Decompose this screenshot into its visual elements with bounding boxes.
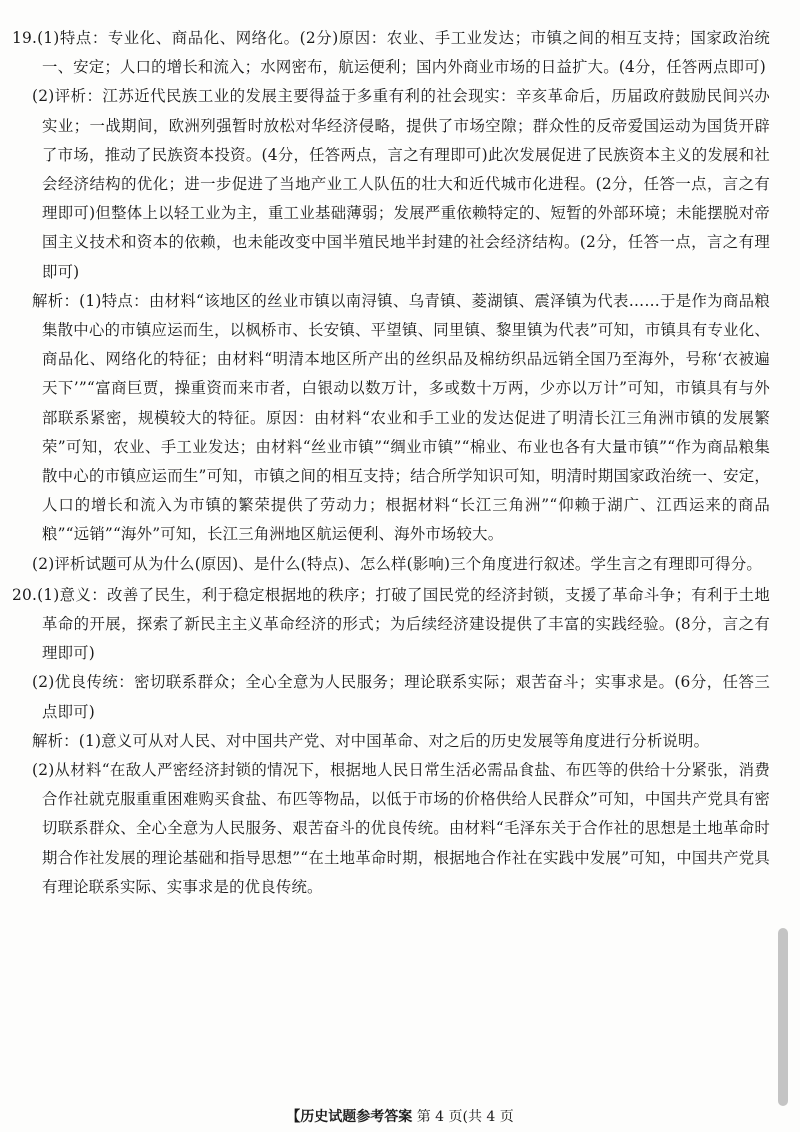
q19-explanation-part2: (2)评析试题可从为什么(原因)、是什么(特点)、怎么样(影响)三个角度进行叙述。学生言之有理即可得分。 [32,554,763,573]
q20-part1-answer: 20.(1)意义：改善了民生，利于稳定根据地的秩序；打破了国民党的经济封锁，支援了革命斗争；有利于土地革命的开展，探索了新民主主义革命经济的形式；为后续经济建设提供了丰富的实践经验。(8分，言之有理即可) [12,585,770,663]
page-footer [0,1108,800,1126]
answer-content [0,24,800,902]
q20-part2-answer: (2)优良传统：密切联系群众；全心全意为人民服务；理论联系实际；艰苦奋斗；实事求是。(6分，任答三点即可) [32,673,770,721]
q19-part1-answer: 19.(1)特点：专业化、商品化、网络化。(2分)原因：农业、手工业发达；市镇之间的相互支持；国家政治统一、安定；人口的增长和流入；水网密布，航运便利；国内外商业市场的日益扩大。(4分，任答两点即可) [12,29,770,77]
q20-explanation-part1: 解析：(1)意义可从对人民、对中国共产党、对中国革命、对之后的历史发展等角度进行分析说明。 [32,731,710,750]
q19-explanation-part1: 解析：(1)特点：由材料“该地区的丝业市镇以南浔镇、乌青镇、菱湖镇、震泽镇为代表……于是作为商品粮集散中心的市镇应运而生，以枫桥市、长安镇、平望镇、同里镇、黎里镇为代表”可知，市镇具有专业化、商品化、网络化的特征；由材料“明清本地区所产出的丝织品及棉纺织品远销全国乃至海外，号称‘衣被遍天下’”“富商巨贾，操重资而来市者，白银动以数万计，多或数十万两，少亦以万计”可知，市镇具有与外部联系紧密，规模较大的特征。原因：由材料“农业和手工业的发达促进了明清长江三角洲市镇的发展繁荣”可知，农业、手工业发达；由材料“丝业市镇”“绸业市镇”“棉业、布业也各有大量市镇”“作为商品粮集散中心的市镇应运而生”可知，市镇之间的相互支持；结合所学知识可知，明清时期国家政治统一、安定，人口的增长和流入为市镇的繁荣提供了劳动力；根据材料“长江三角洲”“仰赖于湖广、江西运来的商品粮”“远销”“海外”可知，长江三角洲地区航运便利、海外市场较大。 [32,291,770,544]
scrollbar-thumb[interactable] [778,928,788,1106]
q20-explanation-part2: (2)从材料“在敌人严密经济封锁的情况下，根据地人民日常生活必需品食盐、布匹等的供给十分紧张，消费合作社就克服重重困难购买食盐、布匹等物品，以低于市场的价格供给人民群众”可知，中国共产党具有密切联系群众、全心全意为人民服务、艰苦奋斗的优良传统。由材料“毛泽东关于合作社的思想是土地革命时期合作社发展的理论基础和指导思想”“在土地革命时期，根据地合作社在实践中发展”可知，中国共产党具有理论联系实际、实事求是的优良传统。 [32,761,770,896]
footer-page-number: 第 4 页(共 4 页 [416,1109,514,1125]
q19-part2-answer: (2)评析：江苏近代民族工业的发展主要得益于多重有利的社会现实：辛亥革命后，历届政府鼓励民间兴办实业；一战期间，欧洲列强暂时放松对华经济侵略，提供了市场空隙；群众性的反帝爱国运动为国货开辟了市场，推动了民族资本投资。(4分，任答两点，言之有理即可)此次发展促进了民族资本主义的发展和社会经济结构的优化；进一步促进了当地产业工人队伍的壮大和近代城市化进程。(2分，任答一点，言之有理即可)但整体上以轻工业为主，重工业基础薄弱；发展严重依赖特定的、短暂的外部环境；未能摆脱对帝国主义技术和资本的依赖，也未能改变中国半殖民地半封建的社会经济结构。(2分，任答一点，言之有理即可) [32,87,770,281]
footer-title: 【历史试题参考答案 [286,1109,413,1125]
